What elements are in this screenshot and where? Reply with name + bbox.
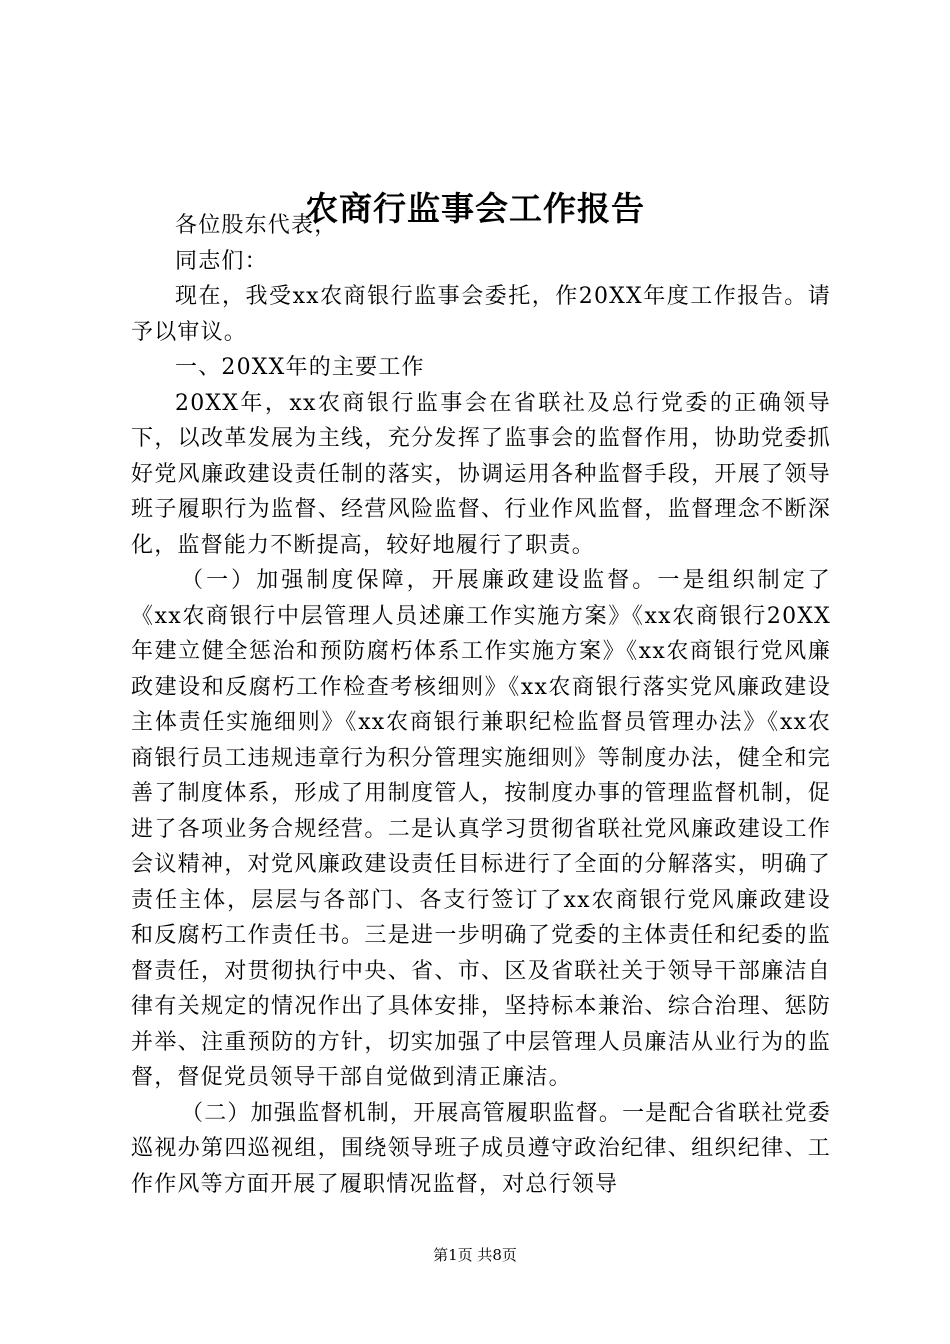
- subsection-1-paragraph: （一）加强制度保障，开展廉政建设监督。一是组织制定了《xx农商银行中层管理人员述廉工作实施方案》《xx农商银行20XX年建立健全惩治和预防腐朽体系工作实施方案》《xx农商银行党风廉政建设和反腐朽工作检查考核细则》《xx农商银行落实党风廉政建设主体责任实施细则》《xx农商银行兼职纪检监督员管理办法》《xx农商银行员工违规违章行为积分管理实施细则》等制度办法，健全和完善了制度体系，形成了用制度管人，按制度办事的管理监督机制，促进了各项业务合规经营。二是认真学习贯彻省联社党风廉政建设工作会议精神，对党风廉政建设责任目标进行了全面的分解落实，明确了责任主体，层层与各部门、各支行签订了xx农商银行党风廉政建设和反腐朽工作责任书。三是进一步明确了党委的主体责任和纪委的监督责任，对贯彻执行中央、省、市、区及省联社关于领导干部廉洁自律有关规定的情况作出了具体安排，坚持标本兼治、综合治理、惩防并举、注重预防的方针，切实加强了中层管理人员廉洁从业行为的监督，督促党员领导干部自觉做到清正廉洁。: [131, 568, 831, 1090]
- salutation-shareholders: 各位股东代表，: [175, 213, 338, 238]
- summary-paragraph: 20XX年，xx农商银行监事会在省联社及总行党委的正确领导下，以改革发展为主线，充分发挥了监事会的监督作用，协助党委抓好党风廉政建设责任制的落实，协调运用各种监督手段，开展了领导班子履职行为监督、经营风险监督、行业作风监督，监督理念不断深化，监督能力不断提高，较好地履行了职责。: [131, 390, 831, 558]
- document-body: [131, 208, 831, 1202]
- page-number-footer: 第1页 共8页: [433, 1246, 517, 1264]
- section-heading: 一、20XX年的主要工作: [175, 355, 425, 380]
- salutation-comrades: 同志们：: [175, 248, 268, 274]
- subsection-2-paragraph: （二）加强监督机制，开展高管履职监督。一是配合省联社党委巡视办第四巡视组，围绕领导班子成员遵守政治纪律、组织纪律、工作作风等方面开展了履职情况监督，对总行领导: [131, 1100, 831, 1197]
- document-title: 农商行监事会工作报告: [305, 189, 645, 228]
- intro-paragraph: 现在，我受xx农商银行监事会委托，作20XX年度工作报告。请予以审议。: [131, 284, 831, 345]
